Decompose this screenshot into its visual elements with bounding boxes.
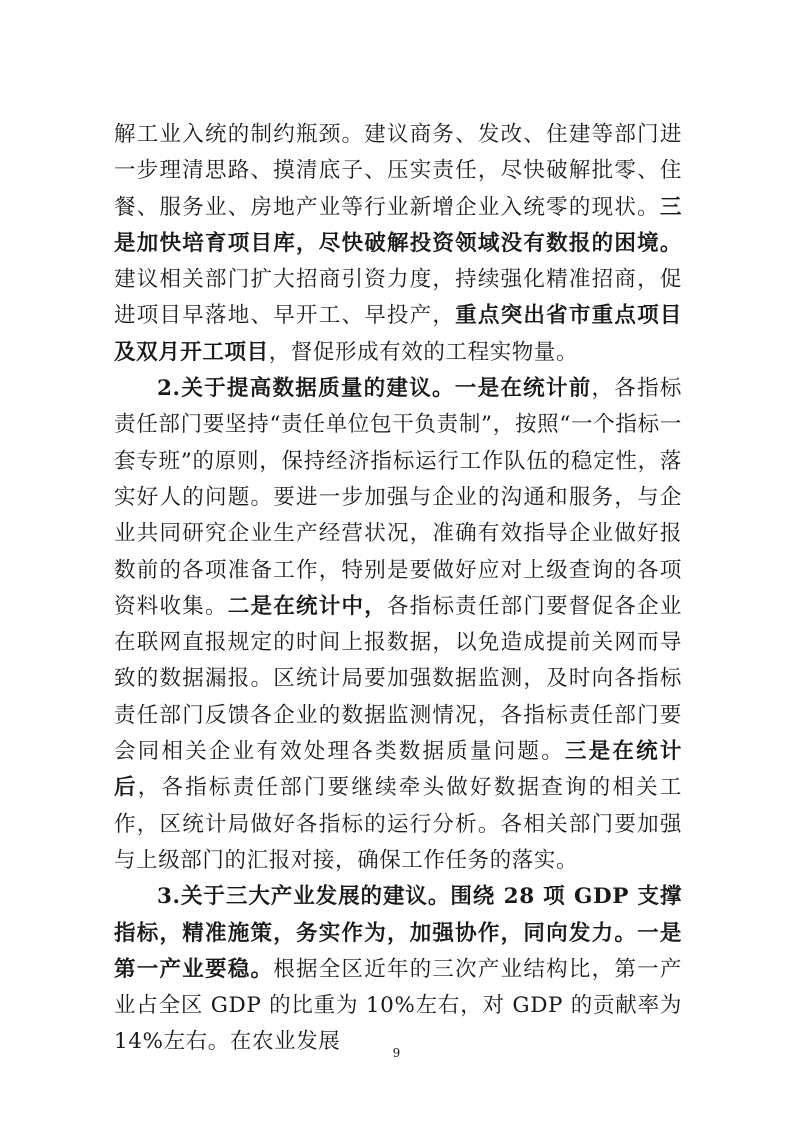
bold-text-run: 三是在统计后: [114, 739, 682, 801]
text-run: ，各指标责任部门要坚持“责任单位包干负责制”，按照“一个指标一套专班”的原则，保持经济指标运行工作队伍的稳定性，落实好人的问题。要进一步加强与企业的沟通和服务，与企业共同研究企业生产经营状况，准确有效指导企业做好报数前的各项准备工作，特别是要做好应对上级查询的各项资料收集。: [114, 376, 682, 619]
bold-text-run: 三是加快培育项目库，尽快破解投资领域没有数报的困境。: [114, 194, 682, 256]
text-run: 各指标责任部门要督促各企业在联网直报规定的时间上报数据，以免造成提前关网而导致的数据漏报。区统计局要加强数据监测，及时向各指标责任部门反馈各企业的数据监测情况，各指标责任部门要会同相关企业有效处理各类数据质量问题。: [114, 593, 682, 765]
paragraph-industry-development: [114, 879, 682, 1060]
text-run: 建议相关部门扩大招商引资力度，持续强化精准招商，促进项目早落地、早开工、早投产，: [114, 267, 682, 329]
bold-text-run: 3.关于三大产业发展的建议。围绕 28 项 GDP 支撑指标，精准施策，务实作为，加强协作，同向发力。一是第一产业要稳。: [114, 884, 682, 982]
text-run: 解工业入统的制约瓶颈。建议商务、发改、住建等部门进一步理清思路、摸清底子、压实责任，尽快破解批零、住餐、服务业、房地产业等行业新增企业入统零的现状。: [114, 122, 682, 220]
text-run: ，各指标责任部门要继续牵头做好数据查询的相关工作，区统计局做好各指标的运行分析。各相关部门要加强与上级部门的汇报对接，确保工作任务的落实。: [114, 775, 682, 873]
text-run: ，督促形成有效的工程实物量。: [268, 339, 579, 365]
paragraph-continuation: [114, 117, 682, 371]
bold-text-run: 二是在统计中，: [227, 593, 387, 619]
text-run: 根据全区近年的三次产业结构比，第一产业占全区 GDP 的比重为 10%左右，对 GDP 的贡献率为 14%左右。在农业发展: [114, 956, 682, 1055]
paragraph-data-quality: [114, 371, 682, 879]
document-body: [114, 117, 682, 1061]
bold-text-run: 重点突出省市重点项目及双月开工项目: [114, 303, 682, 365]
page-number: 9: [392, 1046, 401, 1060]
bold-text-run: 2.关于提高数据质量的建议。一是在统计前: [157, 376, 592, 402]
